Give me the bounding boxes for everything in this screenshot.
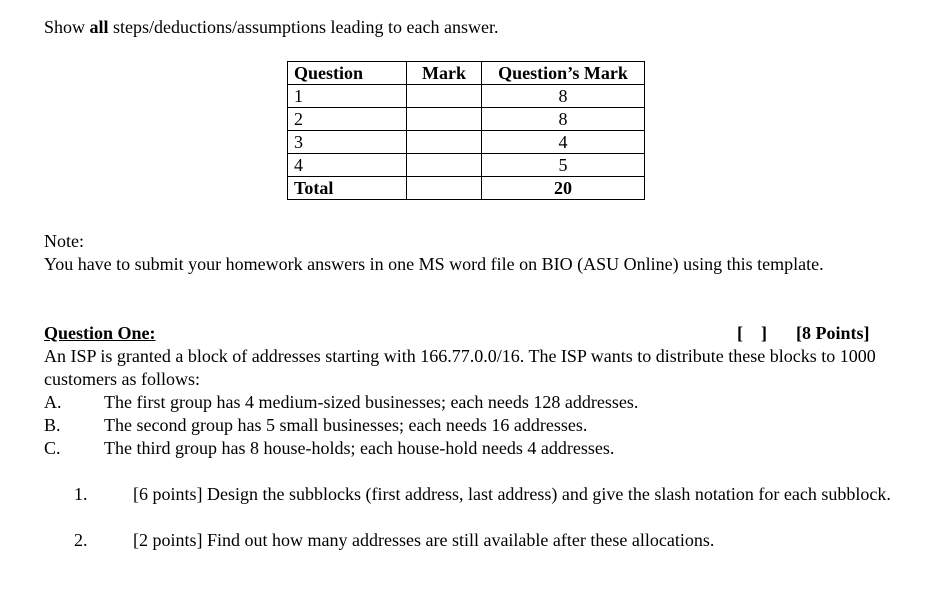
question-mark-cell: 8	[482, 108, 645, 131]
question-mark-cell: 8	[482, 85, 645, 108]
task-text: [6 points] Design the subblocks (first address, last address) and give the slash notation for each subblock.	[133, 484, 891, 504]
group-text: The third group has 8 house-holds; each house-hold needs 4 addresses.	[104, 438, 615, 458]
note-text: You have to submit your homework answers in one MS word file on BIO (ASU Online) using this template.	[44, 254, 824, 274]
table-row	[288, 108, 645, 131]
group-text: The second group has 5 small businesses; each needs 16 addresses.	[104, 415, 588, 435]
question-number: 3	[288, 131, 407, 154]
mark-cell	[407, 154, 482, 177]
total-mark-cell	[407, 177, 482, 200]
table-total-row	[288, 177, 645, 200]
instructions-suffix: steps/deductions/assumptions leading to each answer.	[108, 17, 499, 37]
question-number: 1	[288, 85, 407, 108]
question-number: 2	[288, 108, 407, 131]
mark-cell	[407, 108, 482, 131]
question-intro: An ISP is granted a block of addresses starting with 166.77.0.0/16. The ISP wants to distribute these blocks to 1000 customers as follows:	[44, 346, 876, 389]
instructions-line	[44, 16, 498, 39]
mark-cell	[407, 131, 482, 154]
total-label: Total	[288, 177, 407, 200]
question-mark-cell: 4	[482, 131, 645, 154]
header-mark: Mark	[407, 62, 482, 85]
instructions-prefix: Show	[44, 17, 90, 37]
task-number: 1.	[74, 484, 88, 504]
marks-table	[287, 61, 645, 200]
group-text: The first group has 4 medium-sized businesses; each needs 128 addresses.	[104, 392, 639, 412]
group-letter: C.	[44, 438, 61, 458]
total-value: 20	[482, 177, 645, 200]
table-row	[288, 154, 645, 177]
question-points: [8 Points]	[796, 323, 870, 343]
table-header-row	[288, 62, 645, 85]
mark-cell	[407, 85, 482, 108]
header-question: Question	[288, 62, 407, 85]
group-letter: B.	[44, 415, 61, 435]
group-letter: A.	[44, 392, 62, 412]
question-mark-cell: 5	[482, 154, 645, 177]
score-bracket: [ ]	[737, 323, 767, 343]
task-number: 2.	[74, 530, 88, 550]
table-row	[288, 131, 645, 154]
question-number: 4	[288, 154, 407, 177]
table-row	[288, 85, 645, 108]
note-label: Note:	[44, 231, 84, 251]
instructions-bold: all	[89, 17, 109, 37]
task-text: [2 points] Find out how many addresses are still available after these allocations.	[133, 530, 715, 550]
header-questions-mark: Question’s Mark	[482, 62, 645, 85]
question-one-title: Question One:	[44, 323, 156, 343]
